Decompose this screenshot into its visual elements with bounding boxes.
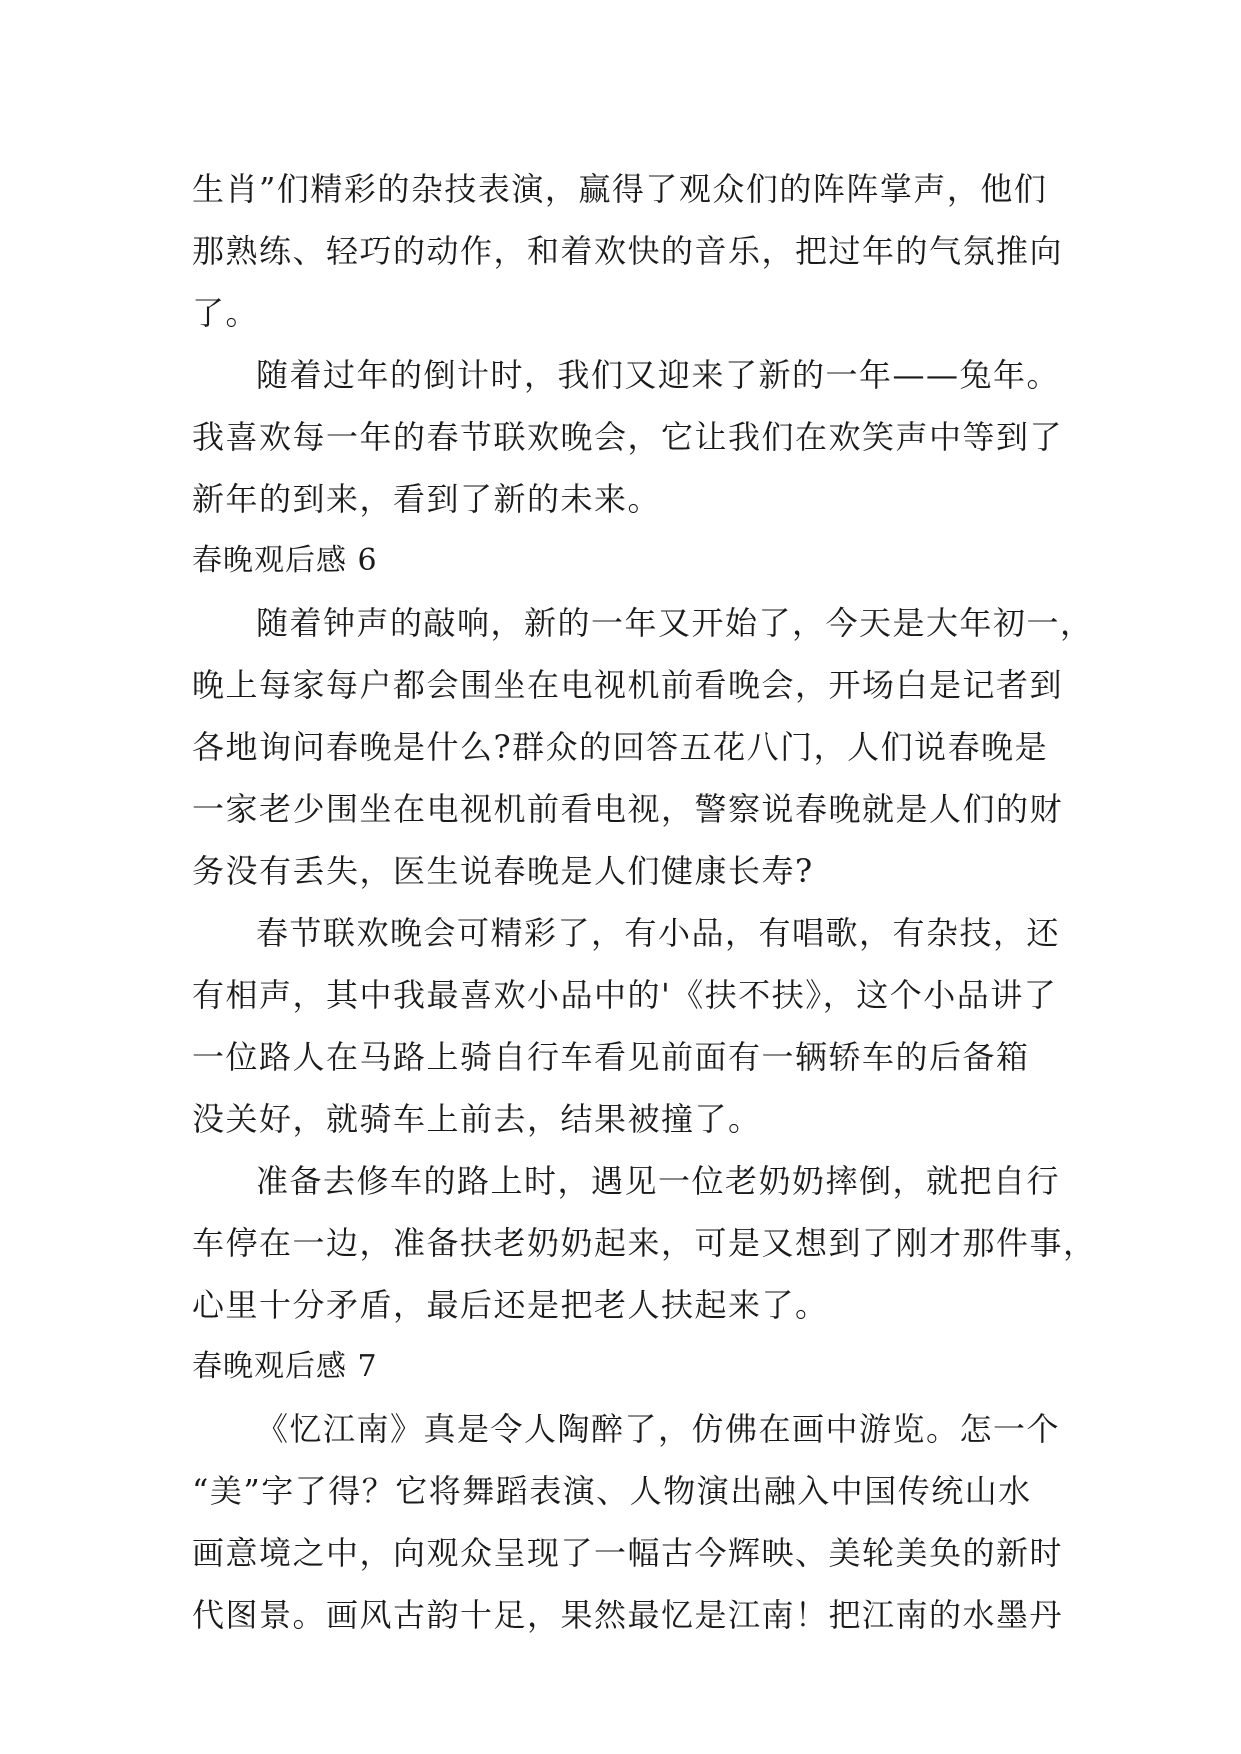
text-line: 一位路人在马路上骑自行车看见前面有一辆轿车的后备箱: [192, 1038, 1030, 1076]
text-line: 《忆江南》真是令人陶醉了，仿佛在画中游览。怎一个: [256, 1410, 1061, 1448]
text-line: 各地询问春晚是什么?群众的回答五花八门，人们说春晚是: [192, 728, 1049, 766]
paragraph-5: [192, 1150, 1097, 1336]
text-line: 春节联欢晚会可精彩了，有小品，有唱歌，有杂技，还: [256, 914, 1061, 952]
paragraph-4: [192, 902, 1061, 1150]
section-heading-6: 春晚观后感 6: [192, 543, 378, 578]
text-line: 新年的到来，看到了新的未来。: [192, 480, 662, 518]
text-line: 有相声，其中我最喜欢小品中的'《扶不扶》，这个小品讲了: [192, 976, 1058, 1014]
text-line: “美”字了得？它将舞蹈表演、人物演出融入中国传统山水: [192, 1472, 1032, 1510]
text-line: 随着钟声的敲响，新的一年又开始了，今天是大年初一，: [256, 604, 1094, 642]
text-line: 代图景。画风古韵十足，果然最忆是江南！把江南的水墨丹: [192, 1596, 1064, 1634]
text-line: 那熟练、轻巧的动作，和着欢快的音乐，把过年的气氛推向: [192, 232, 1064, 270]
text-line: 生肖”们精彩的杂技表演，赢得了观众们的阵阵掌声，他们: [192, 170, 1048, 208]
text-line: 晚上每家每户都会围坐在电视机前看晚会，开场白是记者到: [192, 666, 1064, 704]
paragraph-6: [192, 1398, 1064, 1646]
text-line: 一家老少围坐在电视机前看电视，警察说春晚就是人们的财: [192, 790, 1064, 828]
text-line: 随着过年的倒计时，我们又迎来了新的一年——兔年。: [256, 356, 1061, 394]
document-page: [192, 158, 1097, 1646]
paragraph-2: [192, 344, 1064, 530]
text-line: 务没有丢失，医生说春晚是人们健康长寿?: [192, 852, 814, 890]
text-line: 画意境之中，向观众呈现了一幅古今辉映、美轮美奂的新时: [192, 1534, 1064, 1572]
text-line: 车停在一边，准备扶老奶奶起来，可是又想到了刚才那件事，: [192, 1224, 1097, 1262]
text-line: 准备去修车的路上时，遇见一位老奶奶摔倒，就把自行: [256, 1162, 1061, 1200]
paragraph-3: [192, 592, 1094, 902]
text-line: 没关好，就骑车上前去，结果被撞了。: [192, 1100, 762, 1138]
text-line: 心里十分矛盾，最后还是把老人扶起来了。: [192, 1286, 829, 1324]
paragraph-1: [192, 158, 1064, 344]
text-line: 我喜欢每一年的春节联欢晚会，它让我们在欢笑声中等到了: [192, 418, 1064, 456]
section-heading-7: 春晚观后感 7: [192, 1349, 378, 1384]
text-line: 了。: [192, 294, 260, 332]
